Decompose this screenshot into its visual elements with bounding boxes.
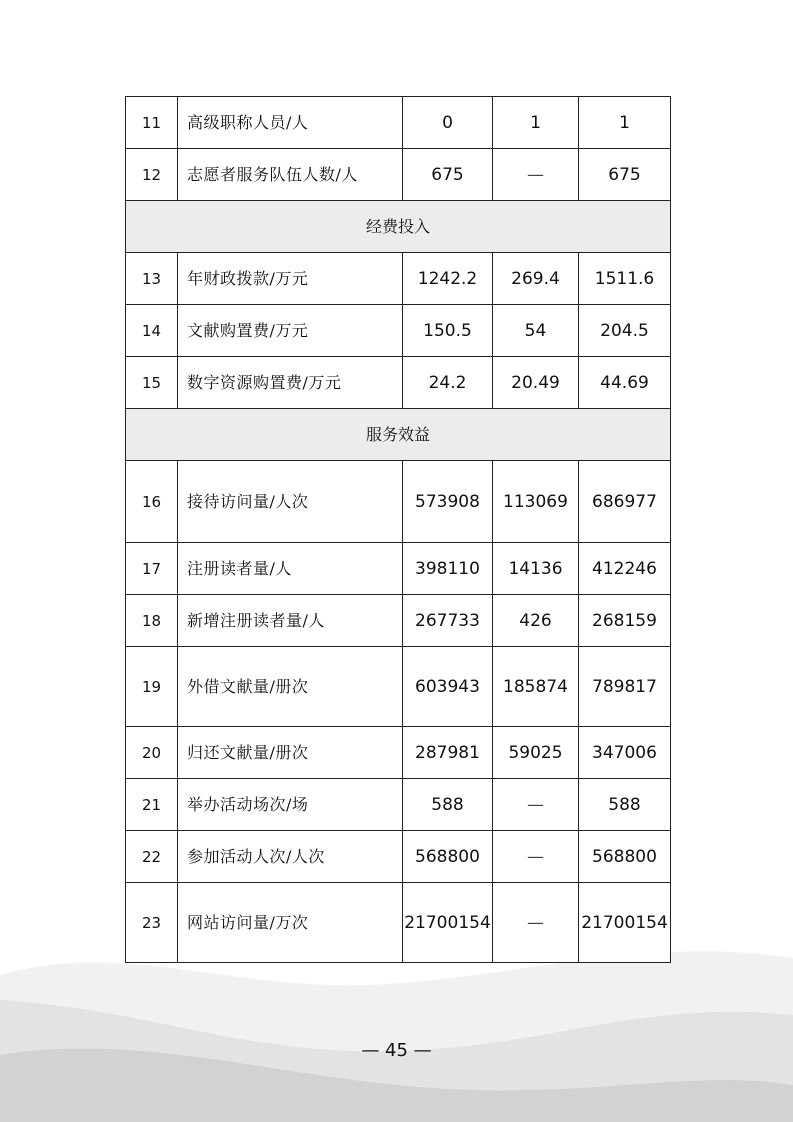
value-col-1: 150.5: [403, 305, 493, 357]
value-col-2: 113069: [493, 461, 579, 543]
value-col-1: 24.2: [403, 357, 493, 409]
row-number: 19: [126, 647, 178, 727]
row-number: 12: [126, 149, 178, 201]
table-row: [126, 543, 671, 595]
section-header-row: [126, 409, 671, 461]
item-name: 数字资源购置费/万元: [178, 357, 403, 409]
row-number: 16: [126, 461, 178, 543]
row-number: 21: [126, 779, 178, 831]
row-number: 17: [126, 543, 178, 595]
item-name: 网站访问量/万次: [178, 883, 403, 963]
value-col-3: 588: [579, 779, 671, 831]
row-number: 14: [126, 305, 178, 357]
value-col-1: 568800: [403, 831, 493, 883]
table-row: [126, 727, 671, 779]
item-name: 归还文献量/册次: [178, 727, 403, 779]
row-number: 20: [126, 727, 178, 779]
item-name: 年财政拨款/万元: [178, 253, 403, 305]
item-name: 志愿者服务队伍人数/人: [178, 149, 403, 201]
value-col-3: 686977: [579, 461, 671, 543]
value-col-2: 54: [493, 305, 579, 357]
value-col-3: 675: [579, 149, 671, 201]
value-col-2: —: [493, 831, 579, 883]
item-name: 高级职称人员/人: [178, 97, 403, 149]
value-col-2: —: [493, 149, 579, 201]
value-col-3: 347006: [579, 727, 671, 779]
item-name: 参加活动人次/人次: [178, 831, 403, 883]
table-row: [126, 883, 671, 963]
value-col-3: 204.5: [579, 305, 671, 357]
table-row: [126, 461, 671, 543]
row-number: 22: [126, 831, 178, 883]
item-name: 文献购置费/万元: [178, 305, 403, 357]
section-title: 服务效益: [126, 409, 671, 461]
section-title: 经费投入: [126, 201, 671, 253]
statistics-table: [125, 96, 671, 963]
value-col-1: 287981: [403, 727, 493, 779]
value-col-1: 588: [403, 779, 493, 831]
value-col-3: 21700154: [579, 883, 671, 963]
value-col-1: 603943: [403, 647, 493, 727]
value-col-2: 1: [493, 97, 579, 149]
row-number: 18: [126, 595, 178, 647]
value-col-3: 412246: [579, 543, 671, 595]
value-col-2: —: [493, 779, 579, 831]
row-number: 23: [126, 883, 178, 963]
item-name: 接待访问量/人次: [178, 461, 403, 543]
table-row: [126, 595, 671, 647]
section-header-row: [126, 201, 671, 253]
table-row: [126, 97, 671, 149]
value-col-1: 1242.2: [403, 253, 493, 305]
value-col-2: 269.4: [493, 253, 579, 305]
value-col-2: —: [493, 883, 579, 963]
value-col-1: 675: [403, 149, 493, 201]
value-col-1: 21700154: [403, 883, 493, 963]
row-number: 15: [126, 357, 178, 409]
page-number: — 45 —: [361, 1040, 432, 1061]
table-row: [126, 253, 671, 305]
row-number: 13: [126, 253, 178, 305]
value-col-2: 426: [493, 595, 579, 647]
value-col-1: 0: [403, 97, 493, 149]
value-col-3: 1: [579, 97, 671, 149]
value-col-3: 44.69: [579, 357, 671, 409]
value-col-3: 1511.6: [579, 253, 671, 305]
value-col-3: 268159: [579, 595, 671, 647]
item-name: 注册读者量/人: [178, 543, 403, 595]
value-col-2: 14136: [493, 543, 579, 595]
value-col-2: 20.49: [493, 357, 579, 409]
table-row: [126, 779, 671, 831]
table-row: [126, 831, 671, 883]
value-col-3: 789817: [579, 647, 671, 727]
item-name: 外借文献量/册次: [178, 647, 403, 727]
value-col-1: 398110: [403, 543, 493, 595]
value-col-3: 568800: [579, 831, 671, 883]
value-col-1: 573908: [403, 461, 493, 543]
table-row: [126, 305, 671, 357]
item-name: 举办活动场次/场: [178, 779, 403, 831]
table-row: [126, 357, 671, 409]
table-row: [126, 647, 671, 727]
row-number: 11: [126, 97, 178, 149]
table-row: [126, 149, 671, 201]
value-col-1: 267733: [403, 595, 493, 647]
item-name: 新增注册读者量/人: [178, 595, 403, 647]
value-col-2: 185874: [493, 647, 579, 727]
value-col-2: 59025: [493, 727, 579, 779]
